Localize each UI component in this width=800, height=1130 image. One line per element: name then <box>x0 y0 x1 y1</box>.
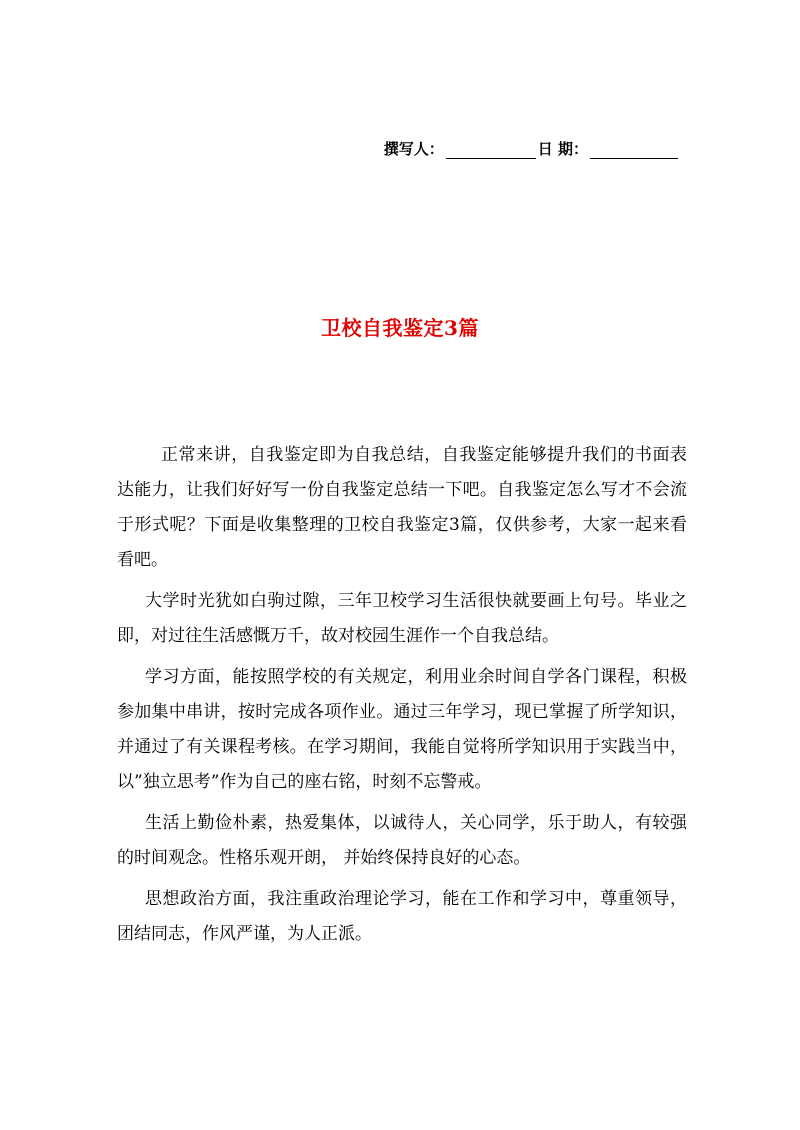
paragraph: 学习方面，能按照学校的有关规定，利用业余时间自学各门课程，积极参加集中串讲，按时完成各项作业。通过三年学习，现已掌握了所学知识，并通过了有关课程考核。在学习期间，我能自觉将所学知识用于实践当中，以”独立思考”作为自己的座右铭，时刻不忘警戒。 <box>117 667 687 792</box>
date-label: 日 期： <box>537 140 588 158</box>
paragraph: 大学时光犹如白驹过隙，三年卫校学习生活很快就要画上句号。毕业之即，对过往生活感慨万千，故对校园生涯作一个自我总结。 <box>117 591 687 646</box>
document-title: 卫校自我鉴定3篇 <box>321 316 479 340</box>
date-blank <box>590 142 678 159</box>
paragraph: 思想政治方面，我注重政治理论学习，能在工作和学习中，尊重领导，团结同志，作风严谨，为人正派。 <box>117 889 687 944</box>
author-blank <box>446 142 536 159</box>
header-fields <box>384 138 680 159</box>
paragraph-intro: 正常来讲，自我鉴定即为自我总结，自我鉴定能够提升我们的书面表达能力，让我们好好写一份自我鉴定总结一下吧。自我鉴定怎么写才不会流于形式呢？下面是收集整理的卫校自我鉴定3篇，仅供参考，大家一起来看看吧。 <box>117 445 687 570</box>
author-label: 撰写人： <box>383 140 444 158</box>
document-body <box>117 438 687 958</box>
paragraph: 生活上勤俭朴素，热爱集体，以诚待人，关心同学，乐于助人，有较强的时间观念。性格乐观开朗， 并始终保持良好的心态。 <box>117 813 687 868</box>
